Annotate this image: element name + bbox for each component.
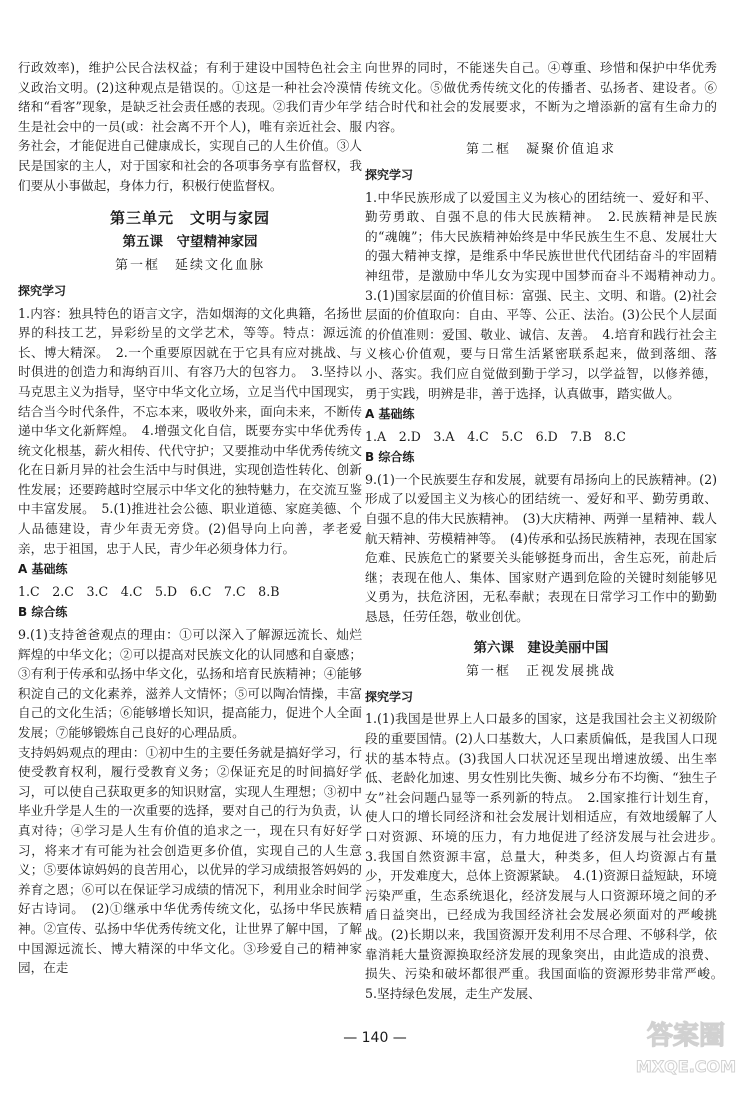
section-heading: A 基础练 <box>365 407 415 422</box>
unit-title: 第三单元 文明与家园 <box>109 209 270 228</box>
choice-answers: 1.C 2.C 3.C 4.C 5.D 6.C 7.C 8.B <box>18 583 280 599</box>
choice-answers: 1.A 2.D 3.A 4.C 5.C 6.D 7.B 8.C <box>365 428 626 444</box>
watermark-logo-icon <box>630 1004 742 1084</box>
lesson-title: 第六课 建设美丽中国 <box>473 639 609 656</box>
frame-title: 第一框 延续文化血脉 <box>114 258 265 274</box>
frame-title: 第一框 正视发展挑战 <box>465 664 616 680</box>
answer-paragraph: 1.(1)我国是世界上人口最多的国家，这是我国社会主义初级阶段的重要国情。(2)人口基数大，人口素质偏低，是我国人口现状的基本特点。(3)我国人口状况还呈现出增速放缓、出生率低、老龄化加速、男女性别比失衡、城乡分布不均衡、“独生子女”社会问题凸显等一系列新的特点。 2.国家推行计划生育，使人口的增长同经济和社会发展计划相适应，有效地缓解了人口对资源、环境的压力，有力地促进了经济发展与社会进步。 3.我国自然资源丰富，总量大，种类多，但人均资源占有量少，开发难度大，总体上资源紧缺。 4.(1)资源日益短缺，环境污染严重，生态系统退化，经济发展与人口资源环境之间的矛盾日益突出，已经成为我国经济社会发展必须面对的严峻挑战。(2)长期以来，我国资源开发利用不尽合理、不够科学，依靠消耗大量资源换取经济发展的现象突出，由此造成的浪费、损失、污染和破坏都很严重。我国面临的资源形势非常严峻。 5.坚持绿色发展，走生产发展、 <box>365 711 730 1001</box>
section-heading: B 综合练 <box>18 605 68 620</box>
lesson-title: 第五课 守望精神家园 <box>122 233 258 250</box>
section-heading: B 综合练 <box>365 450 415 465</box>
answer-paragraph: 向世界的同时，不能迷失自己。④尊重、珍惜和保护中华优秀传统文化。⑤做优秀传统文化的传播者、弘扬者、建设者。⑥结合时代和社会的发展要求，不断为之增添新的富有生命力的内容。 <box>365 60 717 134</box>
section-heading: 探究学习 <box>365 689 414 704</box>
section-heading: A 基础练 <box>18 562 68 577</box>
answer-paragraph: 支持妈妈观点的理由：①初中生的主要任务就是搞好学习，行使受教育权利，履行受教育义务；②保证充足的时间搞好学习，可以使自己获取更多的知识财富，实现人生理想；③初中毕业升学是人生的一次重要的选择，要对自己的行为负责，认真对待；④学习是人生有价值的追求之一，现在只有好好学习，将来才有可能为社会创造更多价值，实现自己的人生意义；⑤要体谅妈妈的良苦用心，以优异的学习成绩报答妈妈的养育之恩；⑥可以在保证学习成绩的情况下，利用业余时间学好古诗词。 (2)①继承中华优秀传统文化，弘扬中华民族精神。②宣传、弘扬中华优秀传统文化，让世界了解中国，了解中国源远流长、博大精深的中华文化。③珍爱自己的精神家园，在走 <box>18 744 362 976</box>
frame-title: 第二框 凝聚价值追求 <box>465 142 616 158</box>
answer-paragraph: 9.(1)一个民族要生存和发展，就要有昂扬向上的民族精神。(2)形成了以爱国主义为核心的团结统一、爱好和平、勤劳勇敢、自强不息的伟大民族精神。 (3)大庆精神、两弹一星精神、载人航天精神、劳模精神等。 (4)传承和弘扬民族精神，表现在国家危难、民族危亡的紧要关头能够挺身而出，舍生忘死，前赴后继；表现在他人、集体、国家财产遇到危险的关键时刻能够见义勇为，扶危济困，无私奉献；表现在日常学习工作中的勤勤恳恳，任劳任怨，敬业创优。 <box>365 471 717 625</box>
watermark-url: MXQE.COM <box>635 1057 737 1076</box>
answer-paragraph: 1.中华民族形成了以爱国主义为核心的团结统一、爱好和平、勤劳勇敢、自强不息的伟大民族精神。 2.民族精神是民族的“魂魄”；伟大民族精神始终是中华民族生生不息、发展壮大的强大精神支撑，是维系中华民族世世代代团结奋斗的牢固精神纽带，是激励中华儿女为实现中国梦而奋斗不竭精神动力。 3.(1)国家层面的价值目标：富强、民主、文明、和谐。(2)社会层面的价值取向：自由、平等、公正、法治。(3)公民个人层面的价值准则：爱国、敬业、诚信、友善。 4.培育和践行社会主义核心价值观，要与日常生活紧密联系起来，做到落细、落小、落实。我们应自觉做到勤于学习，以学益智，以修养德，勇于实践，明辨是非，善于选择，认真做事，踏实做人。 <box>365 189 730 401</box>
answer-paragraph: 9.(1)支持爸爸观点的理由：①可以深入了解源远流长、灿烂辉煌的中华文化；②可以提高对民族文化的认同感和自豪感；③有利于传承和弘扬中华文化，弘扬和培育民族精神；④能够积淀自己的文化素养，滋养人文情怀；⑤可以陶冶情操，丰富自己的文化生活；⑥能够增长知识，提高能力，促进个人全面发展；⑦能够锻炼自己良好的心理品质。 <box>18 627 362 740</box>
answer-paragraph: 1.内容：独具特色的语言文字，浩如烟海的文化典籍，名扬世界的科技工艺，异彩纷呈的文学艺术，等等。特点：源远流长、博大精深。 2.一个重要原因就在于它具有应对挑战、与时俱进的创造力和海纳百川、有容乃大的包容力。 3.坚持以马克思主义为指导，坚守中华文化立场，立足当代中国现实，结合当今时代条件，不忘本来，吸收外来，面向未来，不断传递中华文化新辉煌。 4.增强文化自信，既要夯实中华优秀传统文化根基，薪火相传、代代守护；又要推动中华优秀传统文化在日新月异的社会生活中与时俱进，实现创造性转化、创新性发展；还要跨越时空展示中华文化的独特魅力，在交流互鉴中丰富发展。 5.(1)推进社会公德、职业道德、家庭美德、个人品德建设，青少年责无旁贷。(2)倡导向上向善，孝老爱亲，忠于祖国，忠于人民，青少年必须身体力行。 <box>18 305 362 556</box>
page-number: — 140 — <box>343 1030 407 1046</box>
left-column <box>18 58 362 978</box>
section-heading: 探究学习 <box>365 167 414 182</box>
answer-paragraph: 行政效率)，维护公民合法权益；有利于建设中国特色社会主义政治文明。(2)这种观点是错误的。①这是一种社会冷漠情绪和“看客”现象，是缺乏社会责任感的表现。②我们青少年学生是社会中的一员(或：社会离不开个人)，唯有亲近社会、服务社会，才能促进自己健康成长，实现自己的人生价值。③人民是国家的主人，对于国家和社会的各项事务享有监督权，我们要从小事做起，身体力行，积极行使监督权。 <box>18 60 362 193</box>
section-heading: 探究学习 <box>18 283 67 298</box>
watermark-text: 答案圈 <box>646 1021 726 1051</box>
right-column <box>365 58 730 1003</box>
